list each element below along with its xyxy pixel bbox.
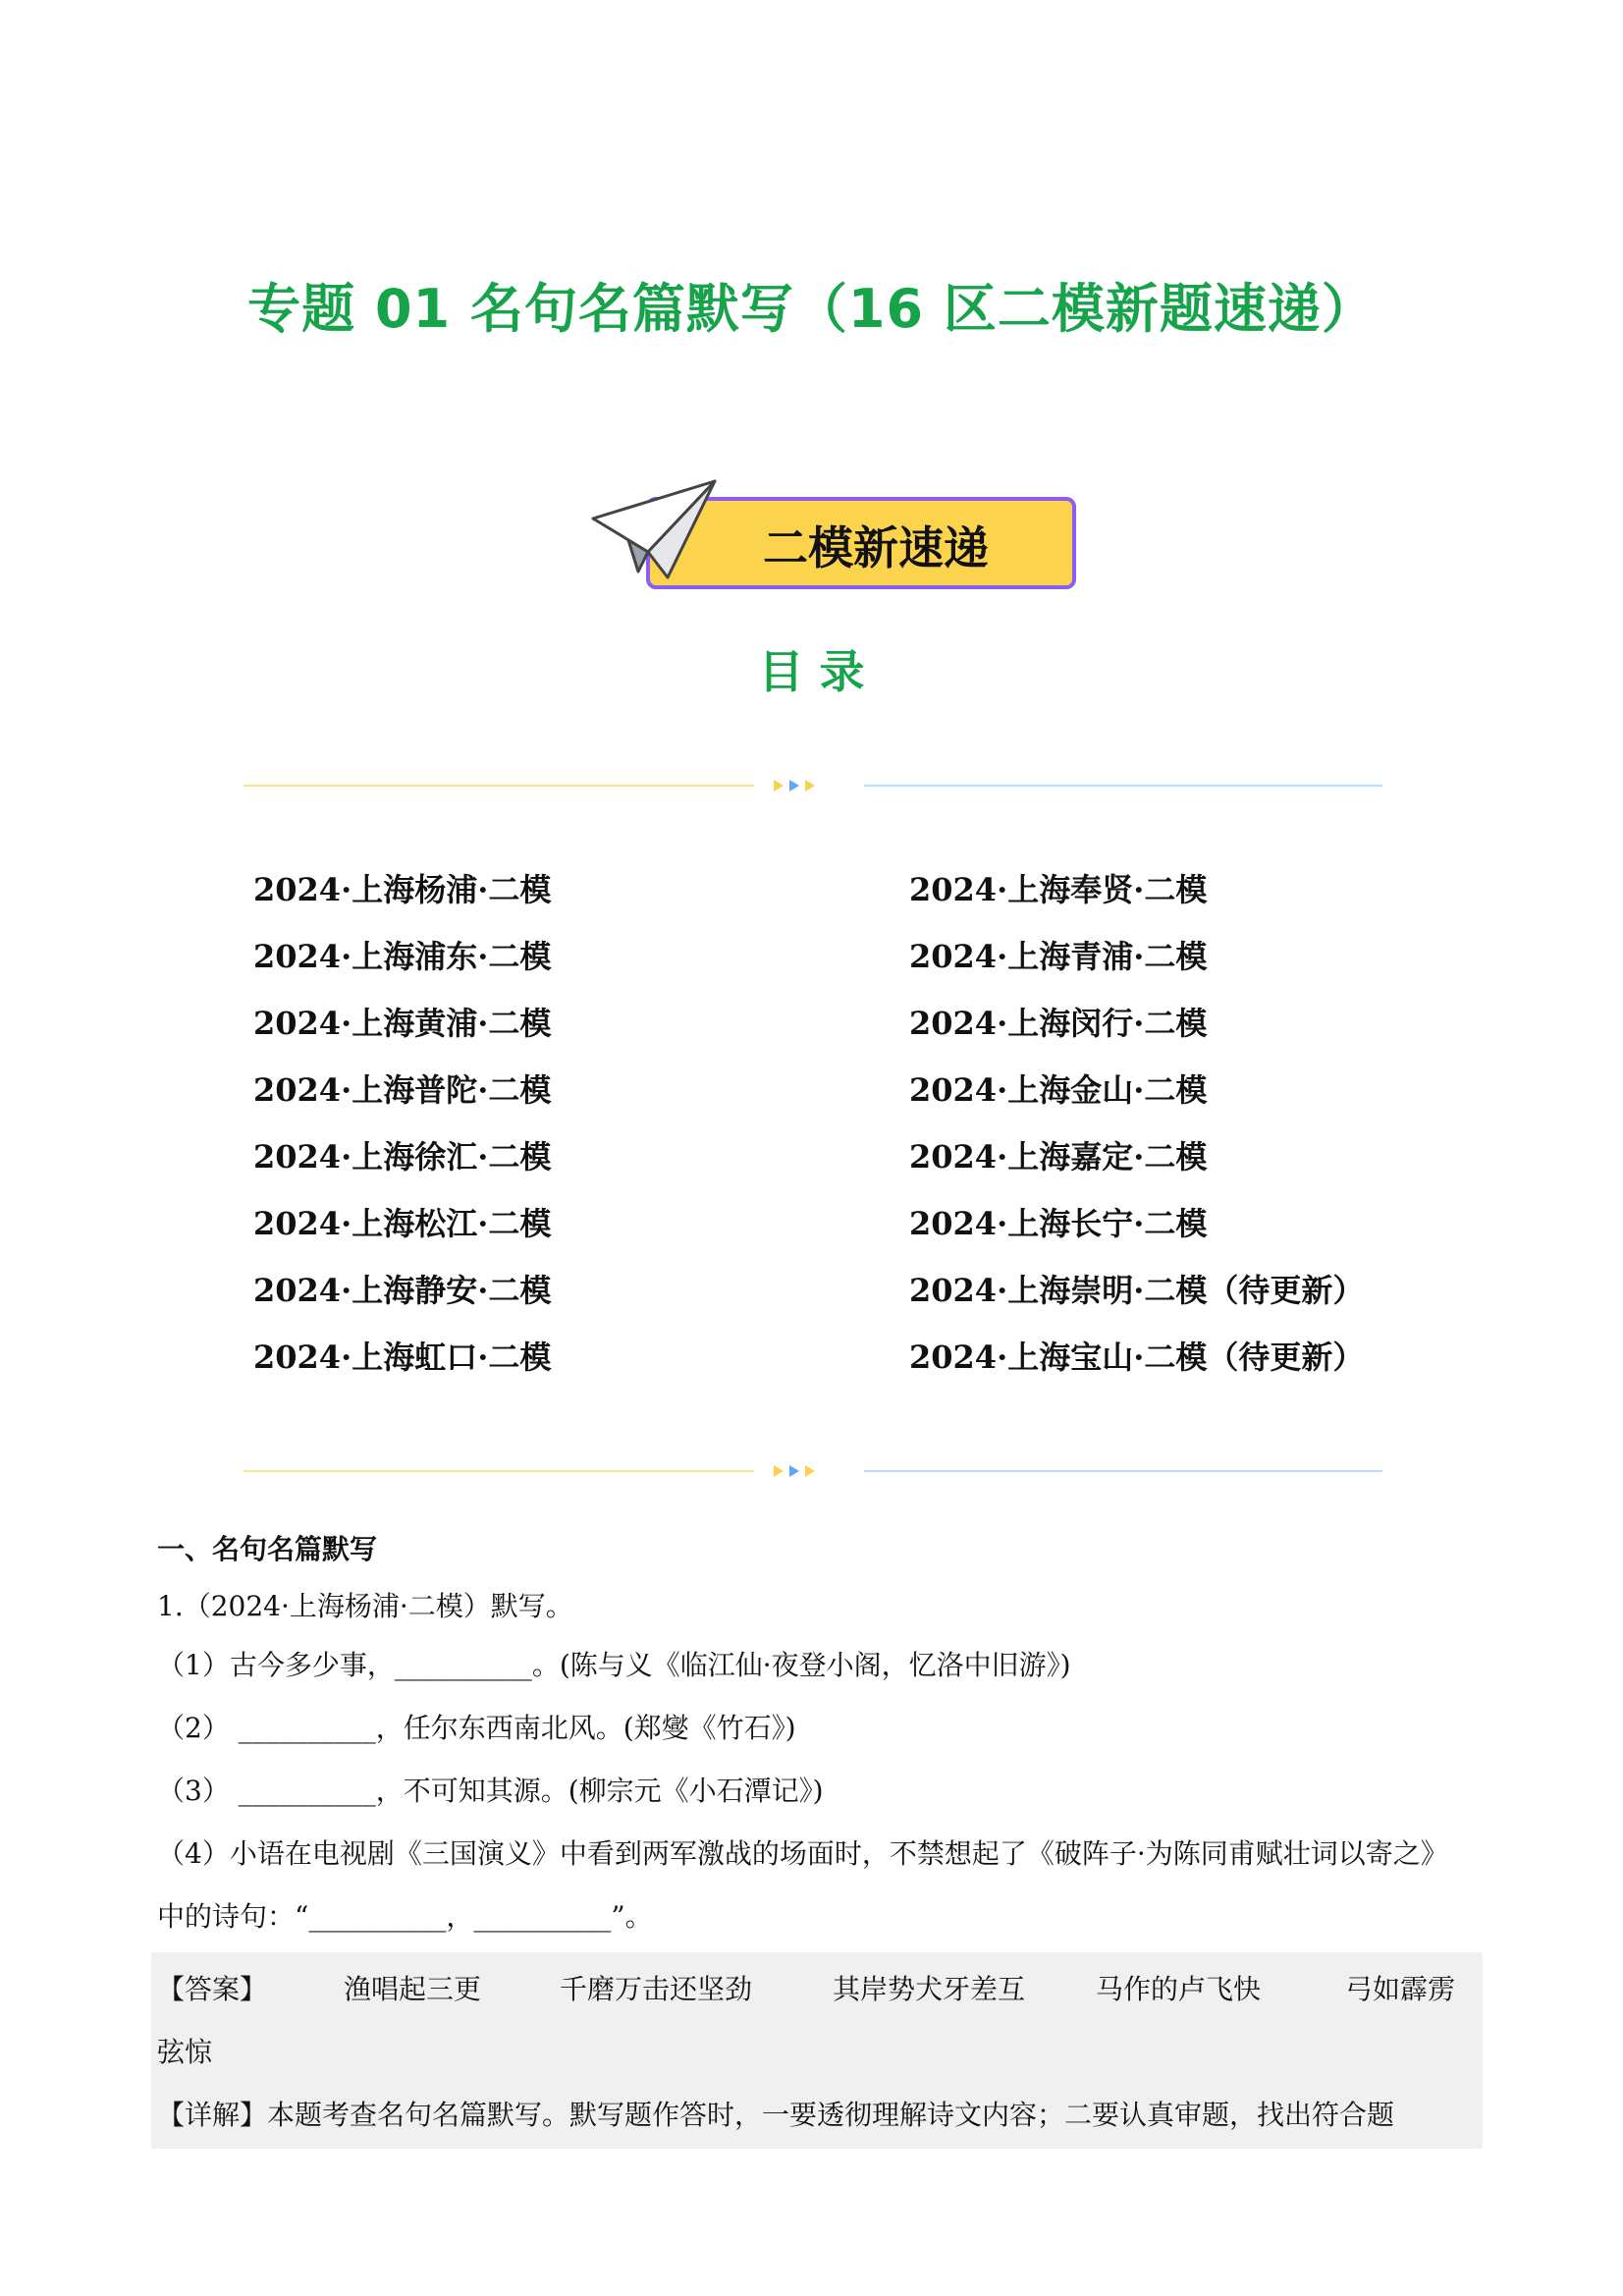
arrow-decoration-icon: [764, 776, 852, 795]
toc-item[interactable]: 2024·上海虹口·二模: [253, 1339, 552, 1376]
question-section: [157, 1520, 1483, 1948]
toc-item[interactable]: 2024·上海普陀·二模: [253, 1071, 552, 1109]
answer-value: 其岸势犬牙差互: [833, 1973, 1026, 2005]
question-item: （2） __________，任尔东西南北风。(郑燮《竹石》): [157, 1712, 796, 1744]
toc-item[interactable]: 2024·上海崇明·二模（待更新）: [909, 1272, 1365, 1309]
toc-heading: 目 录: [758, 645, 865, 698]
arrow-decoration-icon: [764, 1461, 852, 1481]
divider-bottom: [243, 1461, 1382, 1481]
toc-item[interactable]: 2024·上海静安·二模: [253, 1272, 552, 1309]
toc-item[interactable]: 2024·上海松江·二模: [253, 1205, 552, 1242]
toc-item[interactable]: 2024·上海浦东·二模: [253, 938, 552, 975]
answer-box: [151, 1952, 1483, 2149]
toc-column-left: [253, 856, 842, 1391]
badge: [589, 475, 1100, 603]
toc-item[interactable]: 2024·上海徐汇·二模: [253, 1138, 552, 1175]
paper-plane-icon: [589, 475, 727, 583]
answer-value: 千磨万击还坚劲: [560, 1973, 753, 2005]
toc-item[interactable]: 2024·上海奉贤·二模: [909, 871, 1208, 908]
toc-item[interactable]: 2024·上海长宁·二模: [909, 1205, 1208, 1242]
badge-label: 二模新速递: [763, 521, 989, 574]
toc-item[interactable]: 2024·上海嘉定·二模: [909, 1138, 1208, 1175]
answer-value: 马作的卢飞快: [1096, 1973, 1262, 2005]
toc-item[interactable]: 2024·上海宝山·二模（待更新）: [909, 1339, 1365, 1376]
answer-row: [157, 1958, 1473, 2021]
detail-row: [157, 2084, 1394, 2147]
question-stem: 1.（2024·上海杨浦·二模）默写。: [157, 1590, 573, 1622]
question-item: 中的诗句：“__________，__________”。: [157, 1900, 653, 1933]
detail-text: 本题考查名句名篇默写。默写题作答时，一要透彻理解诗文内容；二要认真审题，找出符合题: [267, 2099, 1395, 2131]
page-title: 专题 01 名句名篇默写（16 区二模新题速递）: [247, 278, 1376, 340]
answer-label: 【答案】: [157, 1973, 268, 2005]
answer-value: 渔唱起三更: [344, 1973, 482, 2005]
toc-item[interactable]: 2024·上海闵行·二模: [909, 1005, 1208, 1042]
toc-column-right: [909, 856, 1498, 1391]
question-item: （1）古今多少事，__________。(陈与义《临江仙·夜登小阁，忆洛中旧游》): [157, 1649, 1071, 1681]
question-item: （4）小语在电视剧《三国演义》中看到两军激战的场面时，不禁想起了《破阵子·为陈同甫赋壮词以寄之》: [157, 1837, 1448, 1870]
toc-item[interactable]: 2024·上海黄浦·二模: [253, 1005, 552, 1042]
section-heading: 一、名句名篇默写: [157, 1533, 378, 1565]
toc-item[interactable]: 2024·上海金山·二模: [909, 1071, 1208, 1109]
answer-value: 弓如霹雳: [1345, 1973, 1456, 2005]
answer-continuation: 弦惊: [157, 2036, 213, 2068]
detail-label: 【详解】: [157, 2099, 268, 2131]
toc-item[interactable]: 2024·上海青浦·二模: [909, 938, 1208, 975]
toc-item[interactable]: 2024·上海杨浦·二模: [253, 871, 552, 908]
question-item: （3） __________，不可知其源。(柳宗元《小石潭记》): [157, 1775, 824, 1807]
divider-top: [243, 776, 1382, 795]
